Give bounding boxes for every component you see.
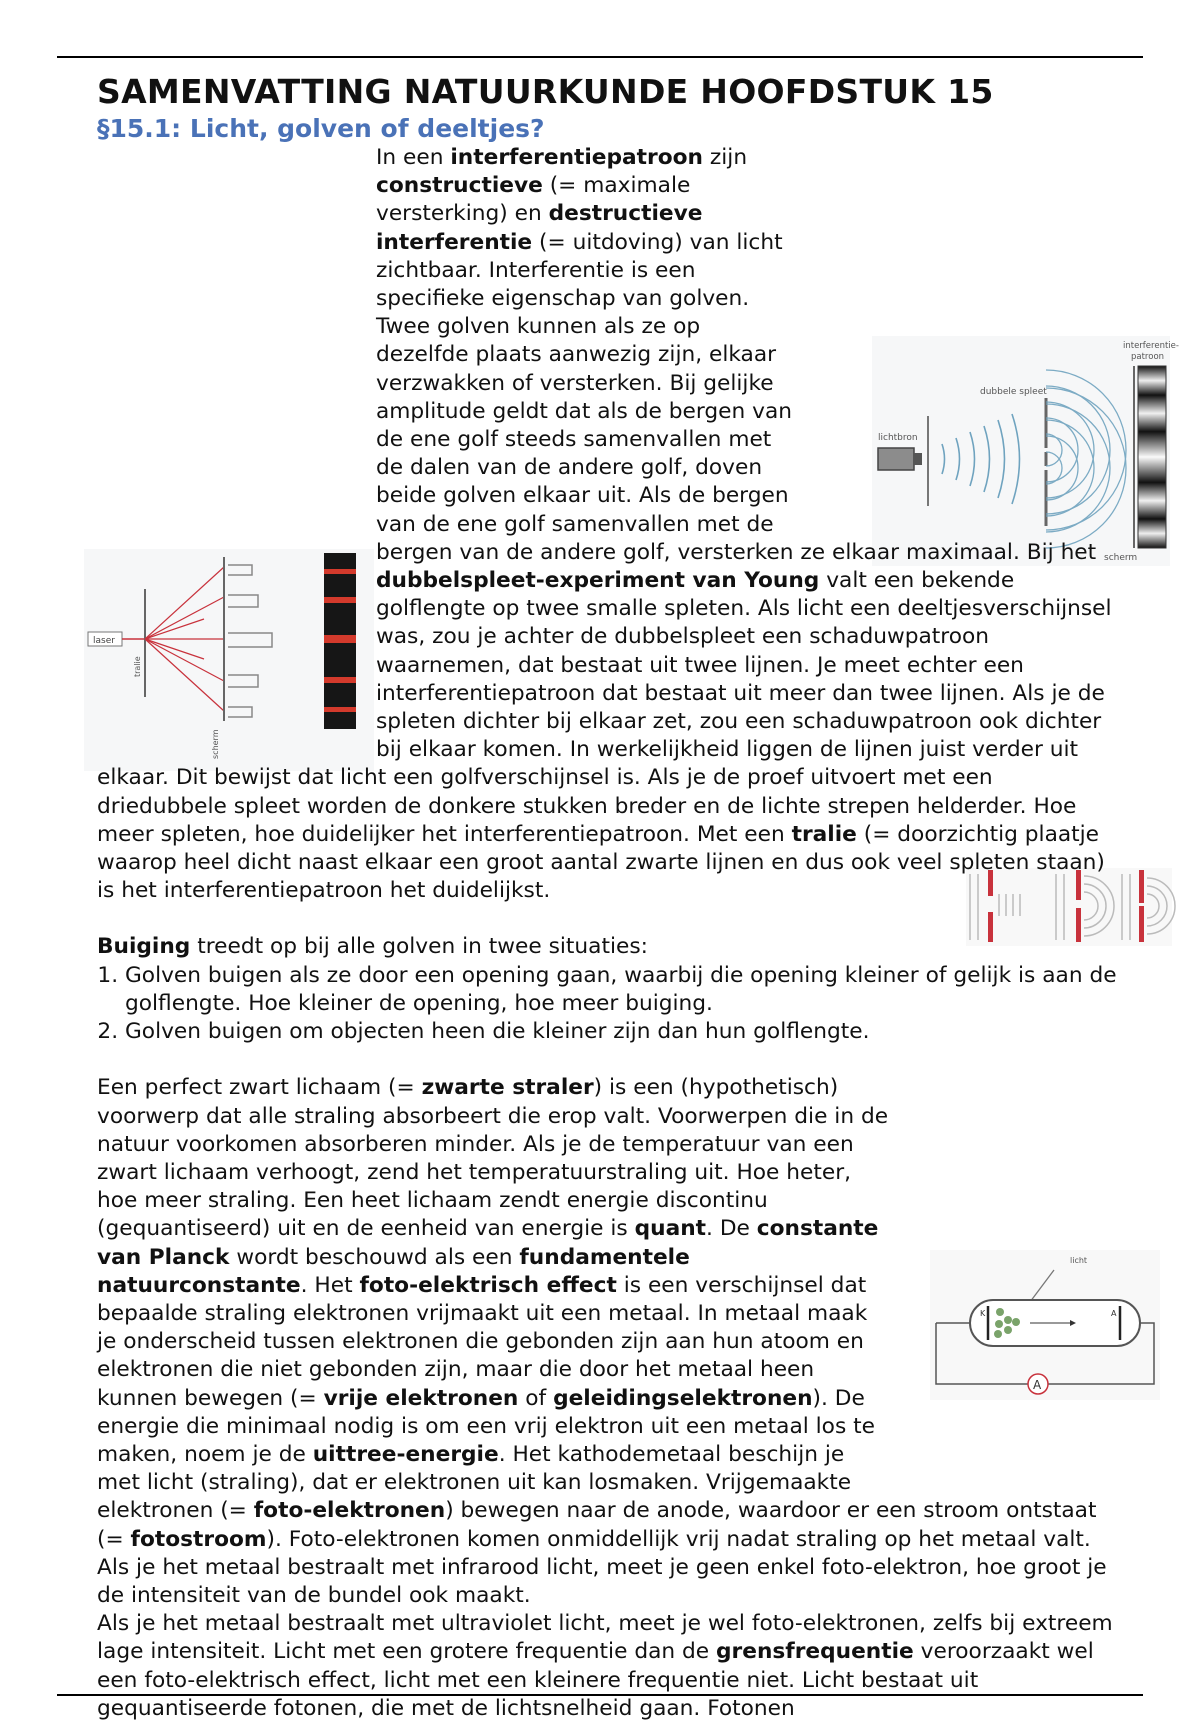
bold-term: foto-elektrisch effect — [359, 1272, 617, 1298]
bold-term: geleidingselektronen — [553, 1385, 813, 1411]
paragraph-ultraviolet — [97, 1610, 1127, 1723]
list-item: 1. Golven buigen als ze door een opening gaan, waarbij die opening kleiner of gelijk is aan de golflengte. Hoe kleiner de opening, hoe meer buiging. — [125, 962, 1127, 1018]
text-run: (= uitdoving) van licht zichtbaar. Interferentie is een specifieke eigenschap van golven. Twee golven kunnen als ze op dezelfde plaats aanwezig zijn, elkaar verzwakken of versterken. Bij gelijke amplitude geldt dat als de bergen van de ene golf steeds samenvallen met de dalen van de andere golf, doven beide golven elkaar uit. Als de bergen van de ene golf samenvallen met de bergen van de andere golf, versterken ze elkaar maximaal. Bij het — [376, 229, 1097, 565]
text-run: . Het — [300, 1272, 360, 1298]
text-run: ) bewegen naar de anode, waardoor er een stroom ontstaat (= — [97, 1498, 1097, 1552]
label-scherm: scherm — [1104, 553, 1138, 563]
bold-term: foto-elektronen — [253, 1498, 446, 1524]
top-rule — [57, 56, 1143, 58]
bold-term: fotostroom — [130, 1526, 267, 1552]
paragraph-photoelectric — [97, 1074, 1127, 1610]
text-run: treedt op bij alle golven in twee situaties: — [190, 934, 648, 960]
text-run: is een verschijnsel dat bepaalde straling elektronen vrijmaakt uit een metaal. In metaal maak je onderscheid tussen elektronen die gebonden zijn aan hun atoom en elektronen die niet gebonden zijn, maar die door het metaal heen kunnen bewegen (= — [97, 1272, 868, 1411]
text-run: . Het kathodemetaal beschijn je met licht (straling), dat er elektronen uit kan losmaken. Vrijgemaakte elektronen (= — [97, 1441, 852, 1524]
label-ampermeter: A — [1033, 1378, 1042, 1392]
label-scherm-tralie: scherm — [211, 729, 220, 759]
bold-term: Buiging — [97, 934, 191, 960]
document-body — [97, 70, 1127, 1723]
text-run: ) is een (hypothetisch) voorwerp dat alle straling absorbeert die erop valt. Voorwerpen die in de natuur voorkomen absorberen minder. Als je de temperatuur van een zwart lichaam verhoogt, zend het temperatuurstraling uit. Hoe heter, hoe meer straling. Een heet lichaam zendt energie discontinu (gequantiseerd) uit en de eenheid van energie is — [97, 1075, 889, 1242]
label-anode: A — [1111, 1309, 1117, 1318]
text-run: valt een bekende golflengte op twee smalle spleten. Als licht een deeltjesverschijnsel was, zou je achter de dubbelspleet een schaduwpatroon waarnemen, dat bestaat uit twee lijnen. Je meet echter een interferentiepatroon dat bestaat uit meer dan twee lijnen. Als je de spleten dichter bij elkaar zet, zou een schaduwpatroon ook dichter bij elkaar komen. In werkelijkheid liggen de lijnen juist verder uit elkaar. Dit bewijst dat licht een golfverschijnsel is. Als je de proef uitvoert met een driedubbele spleet worden de donkere stukken breder en de lichte strepen helderder. Hoe meer spleten, hoe duidelijker het interferentiepatroon. Met een — [97, 568, 1112, 847]
bold-term: constante van Planck — [97, 1216, 879, 1270]
text-run: of — [518, 1385, 554, 1411]
label-interferentie: interferentie- — [1123, 341, 1179, 351]
label-licht: licht — [1070, 1256, 1088, 1265]
buiging-list — [97, 962, 1127, 1047]
bold-term: tralie — [791, 821, 857, 847]
label-patroon: patroon — [1131, 352, 1165, 362]
figure-spacer — [907, 1346, 1127, 1486]
page-title: SAMENVATTING NATUURKUNDE HOOFDSTUK 15 — [97, 72, 994, 111]
label-kathode: K — [980, 1309, 986, 1318]
text-run: veroorzaakt wel een foto-elektrisch effect, licht met een kleinere frequentie niet. Licht bestaat uit gequantiseerde fotonen, die met de lichtsnelheid gaan. Fotonen — [97, 1639, 1094, 1721]
bold-term: zwarte straler — [421, 1075, 594, 1101]
label-laser: laser — [93, 636, 115, 646]
bold-term: grensfrequentie — [716, 1639, 914, 1665]
bold-term: destructieve interferentie — [376, 201, 703, 255]
label-lichtbron: lichtbron — [878, 433, 918, 443]
bold-term: vrije elektronen — [323, 1385, 519, 1411]
text-run: ). De energie die minimaal nodig is om een vrij elektron uit een metaal los te maken, noem je de — [97, 1385, 875, 1467]
section-heading: §15.1: Licht, golven of deeltjes? — [97, 114, 545, 143]
figure-spacer — [807, 312, 1127, 527]
text-run: . De — [706, 1216, 757, 1242]
text-run: In een — [376, 145, 451, 170]
paragraph-interference — [97, 144, 1127, 905]
text-run: ). Foto-elektronen komen onmiddellijk vrij nadat straling op het metaal valt. Als je het metaal bestraalt met infrarood licht, meet je geen enkel foto-elektron, hoe groot je de intensiteit van de bundel ook maakt. — [97, 1526, 1107, 1608]
list-item: 2. Golven buigen om objecten heen die kleiner zijn dan hun golflengte. — [125, 1018, 1127, 1046]
label-tralie: tralie — [133, 656, 142, 677]
bold-term: quant — [634, 1216, 707, 1242]
text-run: Een perfect zwart lichaam (= — [97, 1075, 422, 1101]
bold-term: constructieve — [376, 173, 543, 199]
bold-term: interferentiepatroon — [450, 145, 703, 170]
bold-term: fundamentele natuurconstante — [97, 1244, 690, 1298]
text-run: zijn — [702, 145, 748, 170]
text-run: (= doorzichtig plaatje waarop heel dicht naast elkaar een groot aantal zwarte lijnen en dus ook veel spleten staan) is het interferentiepatroon het duidelijkst. — [97, 821, 1105, 904]
paragraph-buiging-intro — [97, 933, 1127, 961]
figure-spacer — [97, 539, 362, 739]
label-dubbele-spleet: dubbele spleet — [980, 387, 1047, 397]
text-run: Als je het metaal bestraalt met ultraviolet licht, meet je wel foto-elektronen, zelfs bij extreem lage intensiteit. Licht met een grotere frequentie dan de — [97, 1611, 1113, 1665]
text-run: wordt beschouwd als een — [229, 1244, 520, 1270]
bold-term: uittree-energie — [312, 1441, 499, 1467]
bold-term: dubbelspleet-experiment van Young — [376, 568, 820, 594]
text-run: (= maximale versterking) en — [376, 173, 691, 227]
